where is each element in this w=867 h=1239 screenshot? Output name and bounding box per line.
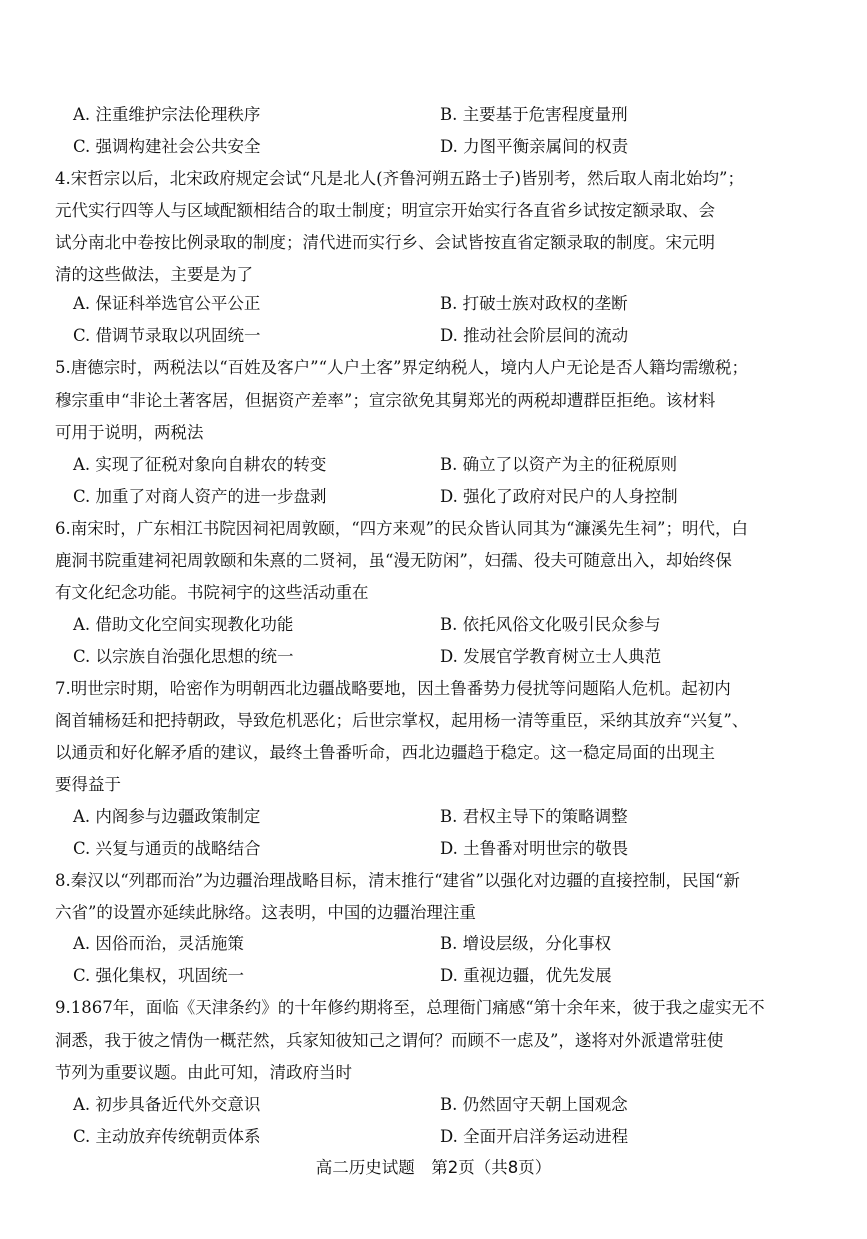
- q7-option-a: A. 内阁参与边疆政策制定: [73, 807, 261, 826]
- q4-stem-line: 元代实行四等人与区域配额相结合的取士制度；明宣宗开始实行各直省乡试按定额录取、会: [55, 201, 715, 220]
- q5-option-d: D. 强化了政府对民户的人身控制: [440, 487, 678, 506]
- q3-option-d: D. 力图平衡亲属间的权责: [440, 137, 629, 156]
- q6-stem-line: 鹿洞书院重建祠祀周敦颐和朱熹的二贤祠，虽“漫无防闲”，妇孺、役夫可随意出入，却始终保: [55, 551, 732, 570]
- q6-option-b: B. 依托风俗文化吸引民众参与: [440, 615, 661, 634]
- q4-stem-line: 试分南北中卷按比例录取的制度；清代进而实行乡、会试皆按直省定额录取的制度。宋元明: [55, 233, 715, 252]
- q4-stem-line: 清的这些做法，主要是为了: [55, 265, 253, 284]
- q4-option-c: C. 借调节录取以巩固统一: [73, 326, 261, 345]
- q7-stem-line: 7.明世宗时期，哈密作为明朝西北边疆战略要地，因土鲁番势力侵扰等问题陷人危机。起初内: [55, 679, 731, 698]
- q6-option-d: D. 发展官学教育树立士人典范: [440, 647, 662, 666]
- q5-option-a: A. 实现了征税对象向自耕农的转变: [73, 455, 327, 474]
- q5-stem-line: 穆宗重申“非论土著客居，但据资产差率”；宣宗欲免其舅郑光的两税却遭群臣拒绝。该材料: [55, 391, 716, 410]
- q5-option-b: B. 确立了以资产为主的征税原则: [440, 455, 678, 474]
- q4-stem-line: 4.宋哲宗以后，北宋政府规定会试“凡是北人(齐鲁河朔五路士子)皆别考，然后取人南北始均”；: [55, 169, 744, 188]
- q6-stem-line: 6.南宋时，广东相江书院因祠祀周敦颐，“四方来观”的民众皆认同其为“濂溪先生祠”；明代，白: [55, 519, 748, 538]
- q7-stem-line: 以通贡和好化解矛盾的建议，最终土鲁番听命，西北边疆趋于稳定。这一稳定局面的出现主: [55, 743, 715, 762]
- q8-stem-line: 六省”的设置亦延续此脉络。这表明，中国的边疆治理注重: [55, 903, 476, 922]
- q9-stem-line: 洞悉，我于彼之情伪一概茫然，兵家知彼知己之谓何？而顾不一虑及”，遂将对外派遣常驻使: [55, 1031, 724, 1050]
- q9-stem-line: 9.1867年，面临《天津条约》的十年修约期将至，总理衙门痛感“第十余年来，彼于我之虚实无不: [55, 998, 765, 1017]
- q8-option-d: D. 重视边疆，优先发展: [440, 966, 612, 985]
- q5-stem-line: 可用于说明，两税法: [55, 423, 204, 442]
- q8-stem-line: 8.秦汉以“列郡而治”为边疆治理战略目标，清末推行“建省”以强化对边疆的直接控制，民国“新: [55, 871, 740, 890]
- q7-stem-line: 要得益于: [55, 775, 121, 794]
- q7-stem-line: 阁首辅杨廷和把持朝政，导致危机恶化；后世宗掌权，起用杨一清等重臣，采纳其放弃“兴复”、: [55, 711, 749, 730]
- q9-stem-line: 节列为重要议题。由此可知，清政府当时: [55, 1063, 352, 1082]
- page-footer: 高二历史试题 第2页（共8页）: [315, 1158, 552, 1177]
- q4-option-a: A. 保证科举选官公平公正: [73, 294, 261, 313]
- q6-option-c: C. 以宗族自治强化思想的统一: [73, 647, 294, 666]
- q7-option-d: D. 土鲁番对明世宗的敬畏: [440, 839, 629, 858]
- q7-option-c: C. 兴复与通贡的战略结合: [73, 839, 261, 858]
- q3-option-b: B. 主要基于危害程度量刑: [440, 105, 628, 124]
- q9-option-c: C. 主动放弃传统朝贡体系: [73, 1127, 261, 1146]
- q5-option-c: C. 加重了对商人资产的进一步盘剥: [73, 487, 327, 506]
- q9-option-d: D. 全面开启洋务运动进程: [440, 1127, 629, 1146]
- q3-option-c: C. 强调构建社会公共安全: [73, 137, 261, 156]
- q9-option-b: B. 仍然固守天朝上国观念: [440, 1095, 628, 1114]
- q3-option-a: A. 注重维护宗法伦理秩序: [73, 105, 261, 124]
- q8-option-c: C. 强化集权，巩固统一: [73, 966, 245, 985]
- q8-option-a: A. 因俗而治，灵活施策: [73, 934, 244, 953]
- q7-option-b: B. 君权主导下的策略调整: [440, 807, 628, 826]
- q6-stem-line: 有文化纪念功能。书院祠宇的这些活动重在: [55, 583, 369, 602]
- q9-option-a: A. 初步具备近代外交意识: [73, 1095, 261, 1114]
- q5-stem-line: 5.唐德宗时，两税法以“百姓及客户”“人户土客”界定纳税人，境内人户无论是否人籍均需缴税；: [55, 358, 748, 377]
- q4-option-d: D. 推动社会阶层间的流动: [440, 326, 629, 345]
- q8-option-b: B. 增设层级，分化事权: [440, 934, 612, 953]
- q6-option-a: A. 借助文化空间实现教化功能: [73, 615, 294, 634]
- q4-option-b: B. 打破士族对政权的垄断: [440, 294, 628, 313]
